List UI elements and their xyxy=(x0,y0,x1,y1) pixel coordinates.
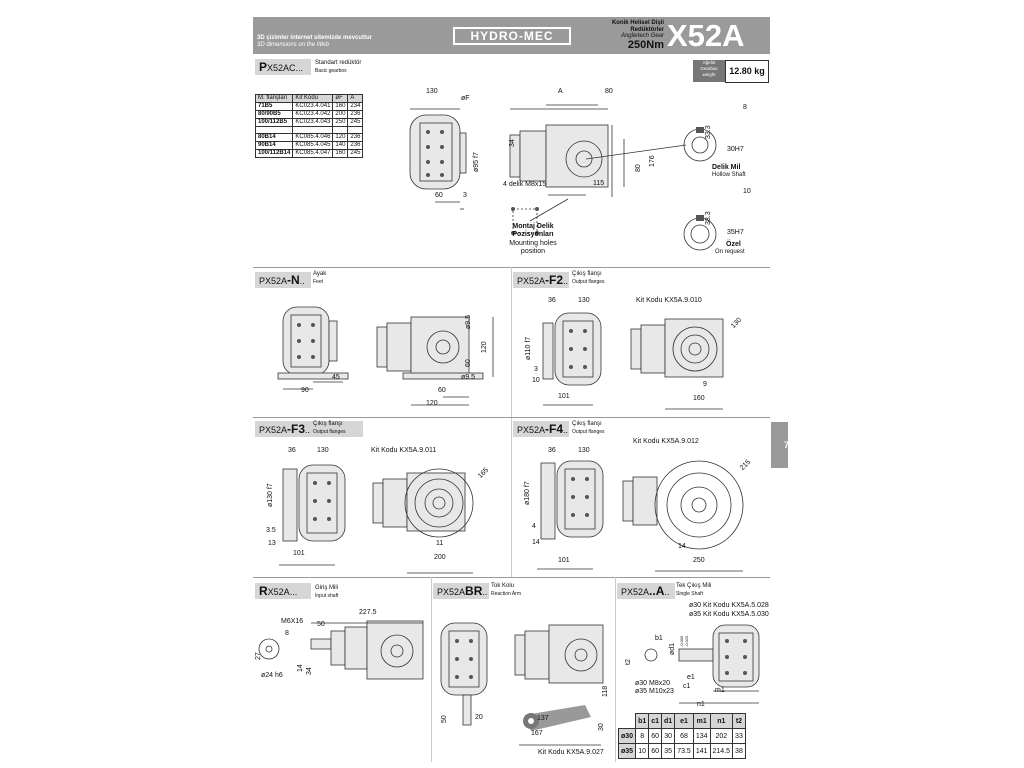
catalog-page xyxy=(253,17,770,762)
arm-dim-118: 118 xyxy=(602,685,609,697)
f3-dim-200: 200 xyxy=(434,554,446,561)
arm-dim-137: 137 xyxy=(537,715,549,722)
input-dim-m6: M6X16 xyxy=(281,618,304,625)
table-row: ø30 8 60 30 68 134 202 33 xyxy=(619,729,746,744)
f4-dim-250: 250 xyxy=(693,557,705,564)
dim-80: 80 xyxy=(605,88,613,95)
dim-hollow-8: 8 xyxy=(743,104,747,111)
col-flange: M. flanşları xyxy=(256,95,293,103)
table-row: 71B5 KC023.4.041 160 234 xyxy=(256,103,363,111)
single-code-tag: PX52A..A.. xyxy=(617,583,675,599)
f3-kit-code: Kit Kodu KX5A.9.011 xyxy=(371,447,437,454)
dim-60: 60 xyxy=(435,192,443,199)
single-shaft-table xyxy=(618,713,746,759)
single-shaft-drawing xyxy=(619,619,767,711)
chapter-number: 7 xyxy=(784,440,790,450)
feet-title: Ayak Feet xyxy=(313,271,327,285)
col-dF: øF xyxy=(333,95,348,103)
arm-dim-20: 20 xyxy=(475,714,483,721)
mount-holes-spec: 4 delik M8x15 xyxy=(503,181,547,188)
dim-special-383: 38.3 xyxy=(705,211,712,225)
divider-3 xyxy=(253,577,770,578)
f2-code-tag: PX52A-F2.. xyxy=(513,272,569,288)
f3-dim-36: 36 xyxy=(288,447,296,454)
single-kit-2: ø35 Kit Kodu KX5A.5.030 xyxy=(689,611,769,618)
weight-label-en: weight xyxy=(702,72,716,77)
f2-dim-110: ø110 f7 xyxy=(525,336,532,360)
f4-drawing xyxy=(523,449,768,574)
f3-dim-130f: ø130 f7 xyxy=(267,483,274,507)
input-dim-2275: 227.5 xyxy=(359,609,377,616)
input-dim-27: 27 xyxy=(255,652,262,660)
basic-code-tag xyxy=(255,59,311,75)
mount-title-en: Mounting holes position xyxy=(509,240,557,255)
type-en: Anglietech Gear xyxy=(620,33,664,39)
f4-dim-130: 130 xyxy=(578,447,590,454)
dim-176: 176 xyxy=(649,155,656,167)
feet-dim-45: 45 xyxy=(332,374,340,381)
f4-dim-180: ø180 f7 xyxy=(524,481,531,505)
single-thread-1: ø30 M8x20 xyxy=(635,680,671,687)
input-title: Giriş Mili Input shaft xyxy=(315,585,339,599)
f2-dim-130r: 130 xyxy=(730,316,744,330)
dim-special-10: 10 xyxy=(743,188,751,195)
f4-dim-36: 36 xyxy=(548,447,556,454)
reaction-arm-drawing xyxy=(435,615,613,755)
f4-dim-101: 101 xyxy=(558,557,570,564)
col-kit: Kit Kodu xyxy=(293,95,333,103)
f2-dim-130: 130 xyxy=(578,297,590,304)
mount-title-tr: Montaj Delik Pozisyonları xyxy=(512,223,554,238)
col-b1: b1 xyxy=(636,714,649,729)
single-dim-e1: e1 xyxy=(687,674,695,681)
feet-code-tag: PX52A-N.. xyxy=(255,272,311,288)
single-dim-b1: b1 xyxy=(655,635,663,642)
f3-code-tag: PX52A-F3.. xyxy=(255,421,363,437)
f3-title: Çıkış flanşı Output flanges xyxy=(313,421,346,435)
f2-dim-3: 3 xyxy=(534,366,538,373)
table-row: ø35 10 60 35 73.5 141 214.5 38 xyxy=(619,744,746,759)
col-t2: t2 xyxy=(733,714,746,729)
single-dim-d1: ød1 xyxy=(669,642,676,655)
feet-dim-95a: ø9.5 xyxy=(465,314,472,329)
f3-dim-101: 101 xyxy=(293,550,305,557)
table-row: 100/112B5 KC023.4.043 250 245 xyxy=(256,119,363,127)
torque: 250Nm xyxy=(627,39,664,51)
flange-table xyxy=(255,94,363,158)
f4-dim-215: 215 xyxy=(739,458,753,472)
arm-dim-50: 50 xyxy=(441,715,448,723)
table-row: 90B14 KC085.4.045 140 236 xyxy=(256,142,363,150)
col-m1: m1 xyxy=(693,714,710,729)
input-dim-14: 14 xyxy=(297,664,304,672)
divider-v2 xyxy=(431,577,432,762)
input-code-tag: RX52A... xyxy=(255,583,311,599)
dim-95: ø95 f7 xyxy=(473,152,480,172)
dim-80-vertical: 80 xyxy=(635,164,642,172)
feet-dim-95b: ø9.5 xyxy=(461,374,476,381)
single-dim-m1: m1 xyxy=(715,687,725,694)
input-dim-24: ø24 h6 xyxy=(261,672,283,679)
f2-dim-9: 9 xyxy=(703,381,707,388)
type-tr-2: Redüktörler xyxy=(630,27,664,33)
f3-dim-130: 130 xyxy=(317,447,329,454)
type-tr-1: Konik Helisel Dişli xyxy=(611,20,664,26)
basic-code-prefix: P xyxy=(259,60,268,74)
f2-dim-36: 36 xyxy=(548,297,556,304)
dim-A: A xyxy=(558,88,563,95)
single-title: Tek Çıkış Mili Single Shaft xyxy=(676,583,712,597)
input-dim-34: 34 xyxy=(306,667,313,675)
col-n1: n1 xyxy=(710,714,733,729)
f3-dim-13: 13 xyxy=(268,540,276,547)
feet-dim-60: 60 xyxy=(465,359,472,367)
table-row: 100/112B14 KC085.4.047 160 245 xyxy=(256,150,363,158)
f4-dim-14: 14 xyxy=(532,539,540,546)
dim-dF: øF xyxy=(461,95,470,102)
col-c1: c1 xyxy=(649,714,662,729)
divider-2 xyxy=(253,417,770,418)
f4-dim-14b: 14 xyxy=(678,543,686,550)
basic-drawings xyxy=(398,87,768,277)
f2-title: Çıkış flanşı Output flanges xyxy=(572,271,605,285)
f4-title: Çıkış flanşı Output flanges xyxy=(572,421,605,435)
weight-label-box xyxy=(693,60,725,82)
f3-dim-11: 11 xyxy=(436,540,444,547)
dim-34: 34 xyxy=(509,139,516,147)
dim-hollow-333: 33.3 xyxy=(705,125,712,139)
basic-title: Standart redüktör Basic gearbox xyxy=(315,60,362,74)
f2-dim-10: 10 xyxy=(532,377,540,384)
weight-value: 12.80 kg xyxy=(725,60,769,83)
input-dim-8: 8 xyxy=(285,630,289,637)
col-blank xyxy=(619,714,636,729)
hollow-shaft-tr: Delik Mil xyxy=(712,164,741,171)
divider-v1 xyxy=(511,267,512,577)
f4-code-tag: PX52A-F4.. xyxy=(513,421,569,437)
single-thread-2: ø35 M10x23 xyxy=(635,688,674,695)
single-tol-1: -0.005 xyxy=(679,635,684,647)
feet-dim-90: 90 xyxy=(301,387,309,394)
single-dim-t2: t2 xyxy=(625,659,632,665)
arm-dim-167: 167 xyxy=(531,730,543,737)
weight-label-tr: Ağırlık xyxy=(702,60,716,65)
f3-dim-165: 165 xyxy=(477,466,491,480)
input-dim-50: 50 xyxy=(317,621,325,628)
arm-code-tag: PX52ABR.. xyxy=(433,583,489,599)
table-row: 80B14 KC085.4.046 120 236 xyxy=(256,134,363,142)
dim-115: 115 xyxy=(593,180,605,187)
f2-kit-code: Kit Kodu KX5A.9.010 xyxy=(636,297,702,304)
model-title: X52A xyxy=(667,18,745,53)
dim-special-35h7: 35H7 xyxy=(727,229,744,236)
web-note-en: 3D dimensions on the Web xyxy=(257,42,329,48)
brand-logo: HYDRO-MEC xyxy=(453,27,571,45)
divider-v3 xyxy=(615,577,616,762)
single-kit-1: ø30 Kit Kodu KX5A.5.028 xyxy=(689,602,769,609)
feet-dim-120b: 120 xyxy=(426,400,438,407)
feet-dim-120: 120 xyxy=(481,341,488,353)
single-dim-n1: n1 xyxy=(697,701,705,708)
web-note-tr: 3D çizimler internet sitemizde mevcuttur xyxy=(257,35,373,41)
dim-130: 130 xyxy=(426,88,438,95)
special-tr: Özel xyxy=(726,241,741,248)
arm-title: Tok Kolu Reaction Arm xyxy=(491,583,522,597)
dim-hollow-30h7: 30H7 xyxy=(727,146,744,153)
col-e1: e1 xyxy=(675,714,694,729)
dim-3: 3 xyxy=(463,192,467,199)
f4-dim-4: 4 xyxy=(532,523,536,530)
f2-dim-101: 101 xyxy=(558,393,570,400)
table-row: 80/90B5 KC023.4.042 200 236 xyxy=(256,111,363,119)
basic-code: X52AC... xyxy=(267,63,304,73)
arm-kit-code: Kit Kodu KX5A.9.027 xyxy=(538,749,604,756)
f3-dim-35: 3.5 xyxy=(266,527,276,534)
f2-dim-160: 160 xyxy=(693,395,705,402)
weight-label-mid: Gearbox xyxy=(700,66,718,71)
col-d1: d1 xyxy=(662,714,675,729)
arm-dim-30: 30 xyxy=(598,723,605,731)
col-A: A xyxy=(348,95,363,103)
single-dim-c1: c1 xyxy=(683,683,691,690)
f4-kit-code: Kit Kodu KX5A.9.012 xyxy=(633,438,699,445)
single-tol-2: -0.020 xyxy=(684,635,689,647)
chapter-tab xyxy=(771,422,788,468)
hollow-shaft-en: Hollow Shaft xyxy=(712,172,746,178)
feet-dim-60b: 60 xyxy=(438,387,446,394)
special-en: On request xyxy=(715,249,745,255)
